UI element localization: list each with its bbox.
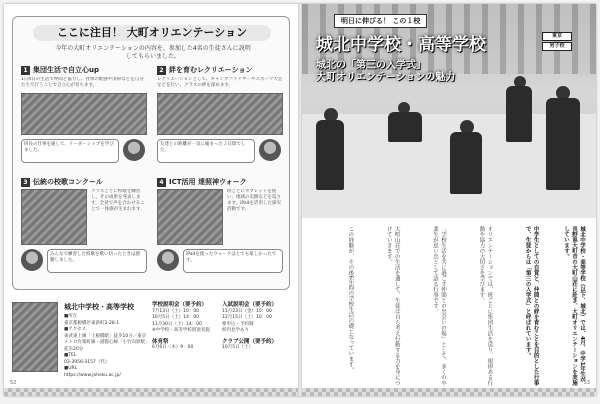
event-col-1	[152, 302, 218, 352]
item-body: 班ごとにタブレットを使い、地域の史跡などを巡ります。iPadを活用した探究活動です。	[227, 189, 282, 212]
event-line: 10月5日（土）	[222, 345, 254, 350]
footer-checker	[4, 388, 298, 396]
event-line: 11月30日（土）14：00	[152, 321, 202, 327]
school-address: 東京都板橋区東新町2-28-1	[64, 320, 120, 326]
school-info	[12, 302, 290, 386]
student-figure	[546, 98, 580, 190]
feature-item-2	[157, 65, 283, 165]
item-number: 2	[157, 66, 166, 75]
article-column: この経験が、その後6年間の学校生活の礎となっています。	[347, 226, 354, 373]
article-subtitle	[316, 60, 455, 84]
item-body: 1日4日の生活で仲間と協力し、食事の配膳や清掃などを自分たちで行うことで自立心が育ちます。	[21, 77, 144, 88]
feature-title: ここに注目！ 大町オリエンテーション	[33, 25, 271, 41]
article-title: 城北中学校・高等学校	[316, 35, 486, 55]
student-figure	[450, 132, 482, 194]
event-line: 校内見学あり	[222, 328, 249, 333]
school-name: 城北中学校・高等学校	[64, 303, 134, 311]
event-line: 12月15日（土）10：00	[222, 315, 272, 320]
event-title: 学校説明会（要予約）	[152, 302, 208, 308]
left-page	[4, 4, 298, 396]
student-face	[123, 139, 145, 161]
subtitle-line-2: 大町オリエンテーションの魅力	[316, 72, 456, 83]
student-face	[259, 139, 281, 161]
article-column: 城北中学校・高等学校（以下、城北）では、4月、中学1年生が長野県大町市の大町山荘に赴き、大町オリエンテーションを実施しています。	[563, 226, 585, 386]
article-column: 大町山荘での生活を通して、生徒は自ら考え行動する力を身につけていきます。	[385, 226, 400, 386]
school-url[interactable]: https://www.johoku.ac.jp/	[64, 372, 121, 378]
item-photo	[157, 189, 223, 245]
student-face	[21, 249, 43, 271]
item-photo	[157, 93, 283, 135]
article-body	[312, 226, 586, 386]
school-photo	[12, 302, 58, 372]
article-column: オリエンテーションでは、班ごとに集団生活を送り、規律ある行動や協力の大切さを学びます。	[478, 226, 493, 386]
feature-item-1	[21, 65, 147, 165]
item-quote: 班長の仕事を通して、リーダーシップを学びました。	[21, 139, 119, 163]
event-line: 10月5日（土）14：00	[152, 315, 200, 320]
event-title: 入試説明会（要予約）	[222, 302, 278, 308]
event-col-2	[222, 302, 288, 352]
event-line: 11月23日（金）10：00	[222, 308, 272, 314]
item-number: 1	[21, 66, 30, 75]
article-column: 「学校生活を共に過ごす仲間との出会いの場」として、多くの卒業生が思い出として語る行事です。	[432, 226, 447, 386]
item-body: レクリエーションとして、キャンプファイヤーやスポーツ大会などを行い、クラスの絆を深めます。	[157, 77, 283, 88]
item-title: ICT活用 達照神ウォーク	[169, 178, 247, 186]
footer-checker	[302, 388, 596, 396]
series-tag: 明日に伸びる！ この１校	[334, 14, 427, 28]
address-label: ■所在	[64, 314, 78, 319]
item-quote: 友達との距離が一気に縮まった３日間でした。	[157, 139, 255, 163]
subtitle-line-1: 城北の「第三の入学式」	[316, 60, 426, 71]
item-number: 4	[157, 178, 166, 187]
page-number: 53	[583, 380, 590, 386]
student-figure	[388, 112, 422, 142]
access-label: ■アクセス	[64, 327, 87, 332]
event-line: 要申込・予約制	[222, 321, 254, 327]
item-quote: みんなで練習した校歌を歌い切ったときは感動しました。	[47, 249, 147, 273]
feature-item-3	[21, 177, 147, 277]
badge-type: 男子校	[542, 42, 572, 51]
item-quote: iPadを使ったウォークはとても楽しかったです。	[183, 249, 283, 273]
school-badges	[542, 32, 572, 52]
tel-label: ■TEL	[64, 353, 77, 358]
url-label: ■URL	[64, 366, 78, 371]
article-column: 中学生としての自覚と、仲間との絆を育むことを目的とした行事で、生徒からは「第三の入学式」と呼ばれています。	[524, 226, 539, 386]
item-heading	[21, 177, 147, 187]
item-number: 3	[21, 178, 30, 187]
school-access: 東武東上線「上板橋駅」徒歩10分／東京メトロ有楽町線・副都心線「小竹向原駅」徒歩20分	[64, 333, 148, 352]
school-details	[64, 314, 148, 379]
item-photo	[21, 189, 87, 245]
school-tel: 03-3956-3157（代）	[64, 359, 110, 365]
event-line: ※中学校・高等学校別途実施	[152, 328, 210, 333]
right-page	[302, 4, 596, 396]
event-line: 7月13日（土）10：00	[152, 308, 200, 314]
feature-item-4	[157, 177, 283, 277]
page-number: 52	[10, 380, 17, 386]
item-heading	[157, 177, 283, 187]
feature-box	[12, 16, 290, 290]
event-title: クラブ公開（要予約）	[222, 338, 278, 345]
student-face	[157, 249, 179, 271]
item-heading	[157, 65, 283, 75]
item-body: クラスごとに校歌を練習し、その成果を発表します。全員で声を合わせることで一体感が生まれます。	[91, 189, 145, 212]
item-title: 伝統の校歌コンクール	[33, 178, 103, 186]
feature-intro: 今年の大町オリエンテーションの内容を、参加した4名の生徒さんに説明してもらいました。	[55, 45, 251, 60]
hero-photo	[302, 4, 596, 218]
badge-location: 東京	[542, 32, 572, 41]
student-figure	[506, 86, 532, 142]
item-title: 集団生活で自立心up	[33, 66, 99, 74]
item-heading	[21, 65, 147, 75]
student-figure	[316, 120, 344, 190]
magazine-spread	[4, 4, 596, 396]
item-title: 絆を育むレクリエーション	[169, 66, 253, 74]
event-title: 体育祭	[152, 338, 169, 345]
event-line: 6月6日（木）9：00	[152, 345, 194, 350]
item-photo	[21, 93, 147, 135]
